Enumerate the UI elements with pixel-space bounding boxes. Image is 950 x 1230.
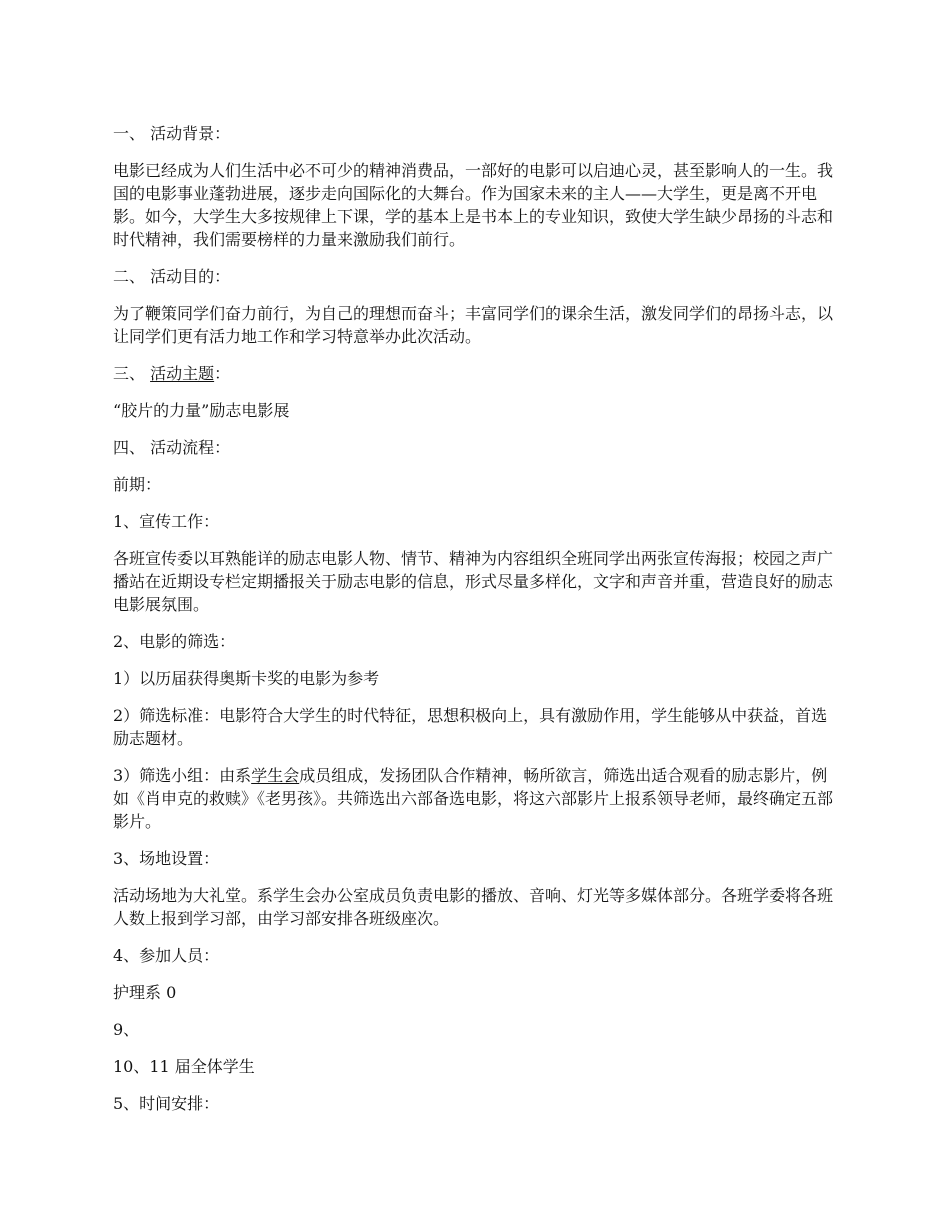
selection-sub-item-2: 2）筛选标准：电影符合大学生的时代特征，思想积极向上，具有激励作用，学生能够从中获益，首选励志题材。 <box>113 706 828 748</box>
item-heading-participants: 4、参加人员： <box>113 946 220 965</box>
theme-heading-link[interactable]: 活动主题 <box>150 364 215 383</box>
paragraph-theme: “胶片的力量”励志电影展 <box>113 401 290 420</box>
document-body <box>113 122 843 1129</box>
item-heading-schedule: 5、时间安排： <box>113 1094 220 1113</box>
student-union-link[interactable]: 学生会 <box>251 766 300 785</box>
paragraph-background: 电影已经成为人们生活中必不可少的精神消费品，一部好的电影可以启迪心灵，甚至影响人的一生。我国的电影事业蓬勃进展，逐步走向国际化的大舞台。作为国家未来的主人——大学生，更是离不开电影。如今，大学生大多按规律上下课，学的基本上是书本上的专业知识，致使大学生缺少昂扬的斗志和时代精神，我们需要榜样的力量来激励我们前行。 <box>113 161 834 249</box>
theme-heading-prefix: 三、 <box>113 364 151 383</box>
section-heading-flow: 四、 活动流程： <box>113 438 231 457</box>
participants-line-2: 9、 <box>113 1020 140 1039</box>
section-heading-purpose: 二、 活动目的： <box>113 267 231 286</box>
participants-line-3: 10、11 届全体学生 <box>113 1057 255 1076</box>
selection-sub-item-3-suffix: 成员组成，发扬团队合作精神，畅所欲言，筛选出适合观看的励志影片，例如《肖申克的救赎》《老男孩》。共筛选出六部备选电影，将这六部影片上报系领导老师，最终确定五部影片。 <box>113 766 834 831</box>
theme-heading-suffix: ： <box>214 364 231 383</box>
section-heading-theme <box>113 362 843 385</box>
selection-sub-item-3-prefix: 3）筛选小组：由系 <box>113 766 252 785</box>
section-heading-background: 一、 活动背景： <box>113 124 231 143</box>
selection-sub-item-3 <box>113 764 843 833</box>
participants-line-1: 护理系 0 <box>113 983 177 1002</box>
item-heading-selection: 2、电影的筛选： <box>113 632 236 651</box>
item-heading-venue: 3、场地设置： <box>113 849 220 868</box>
selection-sub-item-1: 1）以历届获得奥斯卡奖的电影为参考 <box>113 669 380 688</box>
phase-early-label: 前期： <box>113 475 162 494</box>
paragraph-publicity: 各班宣传委以耳熟能详的励志电影人物、情节、精神为内容组织全班同学出两张宣传海报；校园之声广播站在近期设专栏定期播报关于励志电影的信息，形式尽量多样化，文字和声音并重，营造良好的励志电影展氛围。 <box>113 549 834 614</box>
paragraph-purpose: 为了鞭策同学们奋力前行，为自己的理想而奋斗；丰富同学们的课余生活，激发同学们的昂扬斗志，以让同学们更有活力地工作和学习特意举办此次活动。 <box>113 304 834 346</box>
paragraph-venue: 活动场地为大礼堂。系学生会办公室成员负责电影的播放、音响、灯光等多媒体部分。各班学委将各班人数上报到学习部，由学习部安排各班级座次。 <box>113 886 834 928</box>
item-heading-publicity: 1、宣传工作： <box>113 512 220 531</box>
